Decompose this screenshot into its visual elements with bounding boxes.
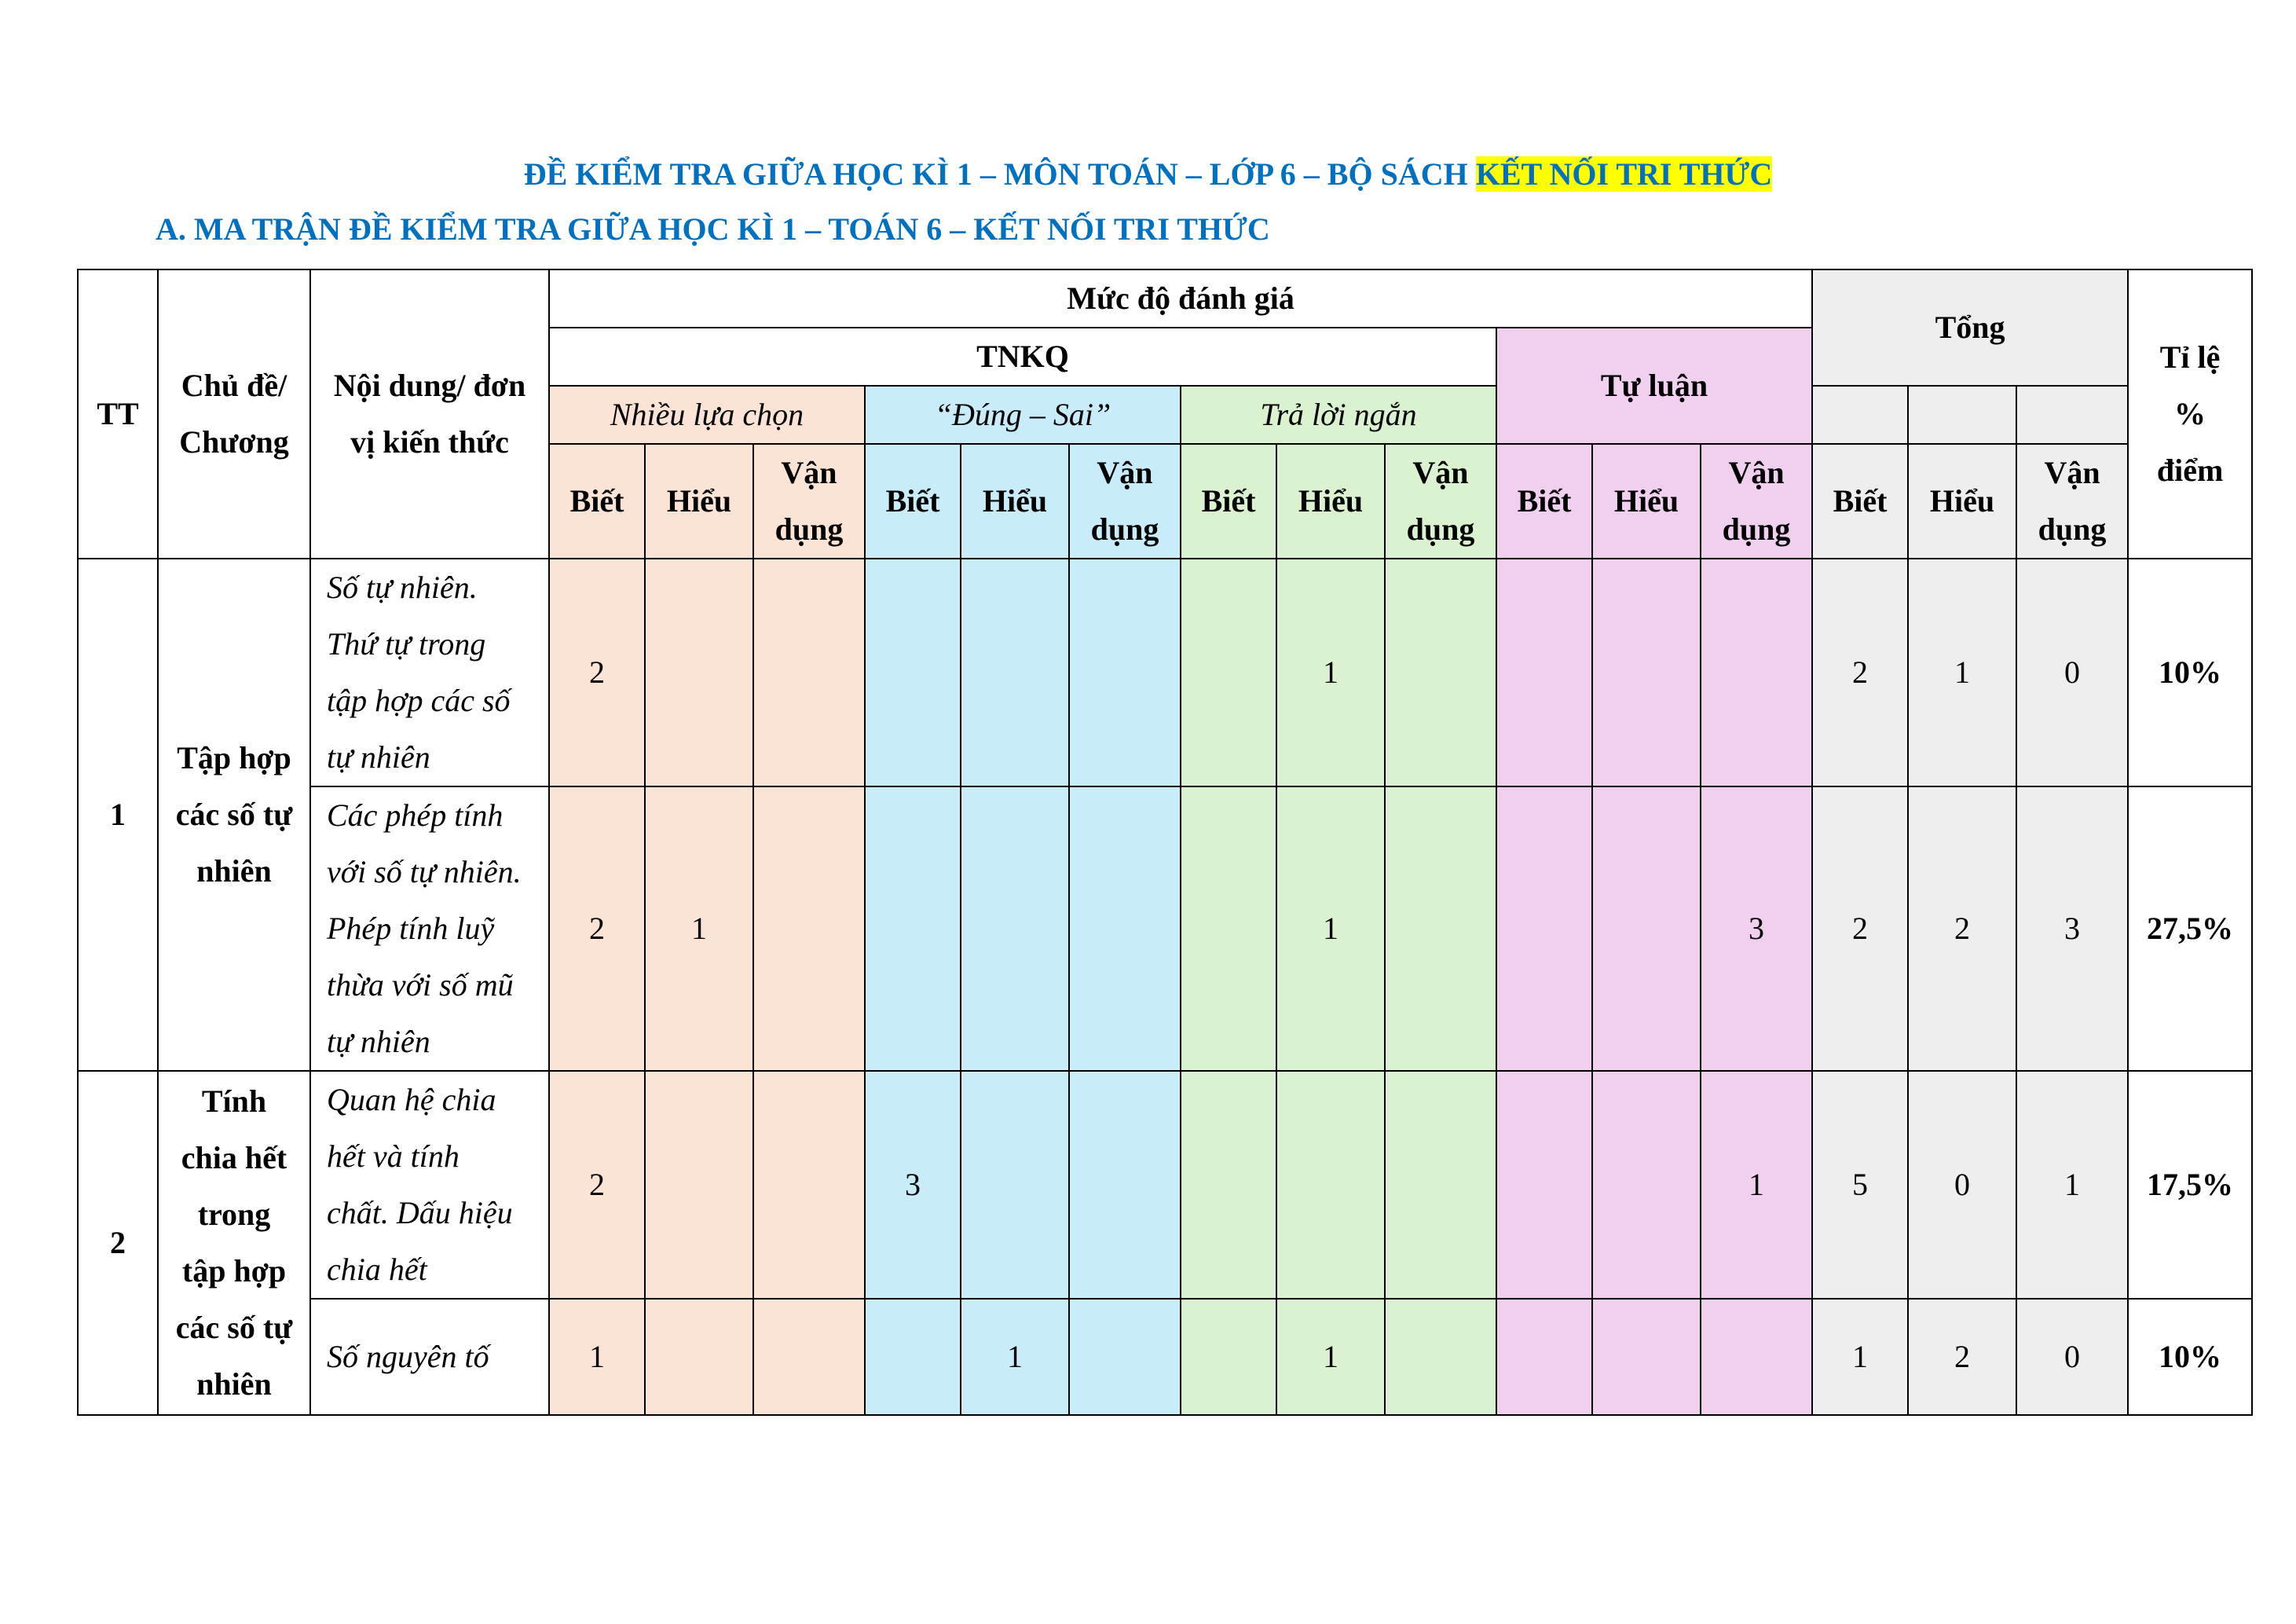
topic-line: trong xyxy=(197,1197,271,1232)
content-unit xyxy=(310,559,549,786)
header-content-line: Nội dung/ đơn xyxy=(333,368,526,403)
level-apply-line: dụng xyxy=(774,511,844,547)
content-line: chia hết xyxy=(327,1252,427,1287)
cell-total-know: 5 xyxy=(1812,1071,1908,1299)
cell-sa-understand: 1 xyxy=(1276,559,1385,786)
content-unit xyxy=(310,1299,549,1415)
table-row xyxy=(78,786,2252,1071)
topic-line: các số tự xyxy=(175,797,293,832)
content-line: Số tự nhiên. xyxy=(327,570,478,605)
level-know: Biết xyxy=(1812,444,1908,559)
level-apply-line: Vận xyxy=(1412,455,1469,490)
cell-essay-apply: 1 xyxy=(1701,1071,1812,1299)
cell-tf-apply xyxy=(1069,786,1181,1071)
cell-total-apply: 1 xyxy=(2016,1071,2128,1299)
level-apply-line: dụng xyxy=(1406,511,1475,547)
cell-essay-know xyxy=(1496,559,1592,786)
level-apply-line: dụng xyxy=(1722,511,1791,547)
cell-essay-apply xyxy=(1701,559,1812,786)
cell-essay-apply xyxy=(1701,1299,1812,1415)
cell-ratio: 10% xyxy=(2128,559,2252,786)
cell-ratio: 17,5% xyxy=(2128,1071,2252,1299)
cell-tf-apply xyxy=(1069,559,1181,786)
cell-total-know: 1 xyxy=(1812,1299,1908,1415)
cell-mcq-apply xyxy=(753,786,865,1071)
header-tt xyxy=(78,269,158,559)
header-total-spacer xyxy=(1908,386,2016,444)
header-total-spacer xyxy=(1812,386,1908,444)
cell-sa-understand: 1 xyxy=(1276,786,1385,1071)
level-know: Biết xyxy=(1496,444,1592,559)
level-understand: Hiểu xyxy=(1592,444,1701,559)
cell-mcq-understand: 1 xyxy=(645,786,753,1071)
topic-line: nhiên xyxy=(196,853,272,889)
cell-sa-apply xyxy=(1385,1299,1496,1415)
content-line: thừa với số mũ xyxy=(327,967,514,1003)
cell-essay-understand xyxy=(1592,1071,1701,1299)
header-tt-label: TT xyxy=(97,396,139,431)
cell-tf-apply xyxy=(1069,1299,1181,1415)
content-line: Thứ tự trong xyxy=(327,626,486,662)
table-row xyxy=(78,1071,2252,1299)
cell-tf-know: 3 xyxy=(865,1071,961,1299)
header-ratio-line: điểm xyxy=(2156,453,2224,488)
cell-tf-know xyxy=(865,786,961,1071)
section-heading: A. MA TRẬN ĐỀ KIỂM TRA GIỮA HỌC KÌ 1 – TOÁN 6 – KẾT NỐI TRI THỨC xyxy=(156,211,1270,247)
content-line: Phép tính luỹ xyxy=(327,911,495,946)
header-topic xyxy=(158,269,310,559)
cell-mcq-understand xyxy=(645,1299,753,1415)
cell-ratio: 10% xyxy=(2128,1299,2252,1415)
level-apply-line: Vận xyxy=(781,455,837,490)
cell-total-understand: 1 xyxy=(1908,559,2016,786)
level-understand: Hiểu xyxy=(1908,444,2016,559)
cell-sa-apply xyxy=(1385,786,1496,1071)
cell-essay-know xyxy=(1496,786,1592,1071)
header-total-spacer xyxy=(2016,386,2128,444)
level-apply xyxy=(2016,444,2128,559)
cell-tf-apply xyxy=(1069,1071,1181,1299)
cell-total-know: 2 xyxy=(1812,786,1908,1071)
cell-tf-understand xyxy=(961,559,1069,786)
content-line: hết và tính xyxy=(327,1138,460,1174)
cell-sa-apply xyxy=(1385,559,1496,786)
title-main: ĐỀ KIỂM TRA GIỮA HỌC KÌ 1 – MÔN TOÁN – LỚP 6 – BỘ SÁCH xyxy=(523,156,1476,192)
topic-name xyxy=(158,1071,310,1415)
level-apply xyxy=(1385,444,1496,559)
level-know: Biết xyxy=(549,444,645,559)
level-know: Biết xyxy=(1181,444,1276,559)
cell-essay-know xyxy=(1496,1299,1592,1415)
level-apply-line: Vận xyxy=(2044,455,2100,490)
content-line: tập hợp các số xyxy=(327,683,511,718)
level-apply-line: dụng xyxy=(1090,511,1159,547)
assessment-matrix-table xyxy=(77,269,2253,1416)
topic-number: 2 xyxy=(78,1071,158,1415)
content-line: Các phép tính xyxy=(327,797,504,833)
table-row xyxy=(78,559,2252,786)
cell-mcq-know: 2 xyxy=(549,786,645,1071)
cell-total-apply: 3 xyxy=(2016,786,2128,1071)
cell-essay-apply: 3 xyxy=(1701,786,1812,1071)
cell-sa-know xyxy=(1181,786,1276,1071)
header-content xyxy=(310,269,549,559)
header-mcq: Nhiều lựa chọn xyxy=(549,386,865,444)
topic-number: 1 xyxy=(78,559,158,1071)
cell-total-understand: 2 xyxy=(1908,786,2016,1071)
level-understand: Hiểu xyxy=(961,444,1069,559)
cell-total-know: 2 xyxy=(1812,559,1908,786)
header-true-false: “Đúng – Sai” xyxy=(865,386,1181,444)
cell-total-understand: 0 xyxy=(1908,1071,2016,1299)
topic-line: nhiên xyxy=(196,1366,272,1402)
content-line: tự nhiên xyxy=(327,739,430,775)
header-short-answer: Trả lời ngắn xyxy=(1181,386,1496,444)
cell-essay-understand xyxy=(1592,1299,1701,1415)
table-row xyxy=(78,1299,2252,1415)
header-total: Tổng xyxy=(1812,269,2128,386)
document-title xyxy=(0,151,2296,198)
cell-mcq-know: 1 xyxy=(549,1299,645,1415)
cell-mcq-understand xyxy=(645,1071,753,1299)
content-line: Số nguyên tố xyxy=(327,1339,489,1374)
level-understand: Hiểu xyxy=(645,444,753,559)
topic-name xyxy=(158,559,310,1071)
content-unit xyxy=(310,1071,549,1299)
cell-ratio: 27,5% xyxy=(2128,786,2252,1071)
cell-tf-know xyxy=(865,1299,961,1415)
header-tnkq: TNKQ xyxy=(549,328,1496,386)
level-apply xyxy=(1069,444,1181,559)
topic-line: Tính xyxy=(201,1083,267,1119)
header-ratio-line: % xyxy=(2174,396,2206,431)
level-apply xyxy=(753,444,865,559)
header-topic-line: Chủ đề/ xyxy=(181,368,287,403)
cell-sa-understand xyxy=(1276,1071,1385,1299)
header-topic-line: Chương xyxy=(179,424,289,460)
cell-mcq-apply xyxy=(753,559,865,786)
header-ratio-line: Tỉ lệ xyxy=(2159,339,2221,375)
cell-total-apply: 0 xyxy=(2016,559,2128,786)
cell-sa-know xyxy=(1181,559,1276,786)
content-line: chất. Dấu hiệu xyxy=(327,1195,513,1230)
header-ratio xyxy=(2128,269,2252,559)
level-apply xyxy=(1701,444,1812,559)
level-understand: Hiểu xyxy=(1276,444,1385,559)
header-content-line: vị kiến thức xyxy=(350,424,509,460)
cell-tf-understand xyxy=(961,786,1069,1071)
level-apply-line: dụng xyxy=(2038,511,2107,547)
cell-mcq-know: 2 xyxy=(549,559,645,786)
content-line: Quan hệ chia xyxy=(327,1082,496,1117)
cell-mcq-know: 2 xyxy=(549,1071,645,1299)
content-unit xyxy=(310,786,549,1071)
title-highlight: KẾT NỐI TRI THỨC xyxy=(1475,156,1773,192)
level-apply-line: Vận xyxy=(1728,455,1785,490)
cell-sa-understand: 1 xyxy=(1276,1299,1385,1415)
cell-tf-understand: 1 xyxy=(961,1299,1069,1415)
cell-essay-understand xyxy=(1592,786,1701,1071)
header-assessment-level: Mức độ đánh giá xyxy=(549,269,1812,328)
cell-total-apply: 0 xyxy=(2016,1299,2128,1415)
cell-essay-know xyxy=(1496,1071,1592,1299)
cell-sa-know xyxy=(1181,1299,1276,1415)
cell-tf-understand xyxy=(961,1071,1069,1299)
level-know: Biết xyxy=(865,444,961,559)
cell-mcq-apply xyxy=(753,1071,865,1299)
topic-line: tập hợp xyxy=(181,1253,287,1289)
cell-sa-know xyxy=(1181,1071,1276,1299)
cell-tf-know xyxy=(865,559,961,786)
header-essay: Tự luận xyxy=(1496,328,1812,444)
cell-essay-understand xyxy=(1592,559,1701,786)
cell-mcq-understand xyxy=(645,559,753,786)
cell-sa-apply xyxy=(1385,1071,1496,1299)
level-apply-line: Vận xyxy=(1097,455,1153,490)
topic-line: Tập hợp xyxy=(177,740,291,775)
content-line: với số tự nhiên. xyxy=(327,854,522,889)
cell-total-understand: 2 xyxy=(1908,1299,2016,1415)
content-line: tự nhiên xyxy=(327,1024,430,1059)
cell-mcq-apply xyxy=(753,1299,865,1415)
topic-line: các số tự xyxy=(175,1310,293,1345)
topic-line: chia hết xyxy=(181,1140,287,1175)
